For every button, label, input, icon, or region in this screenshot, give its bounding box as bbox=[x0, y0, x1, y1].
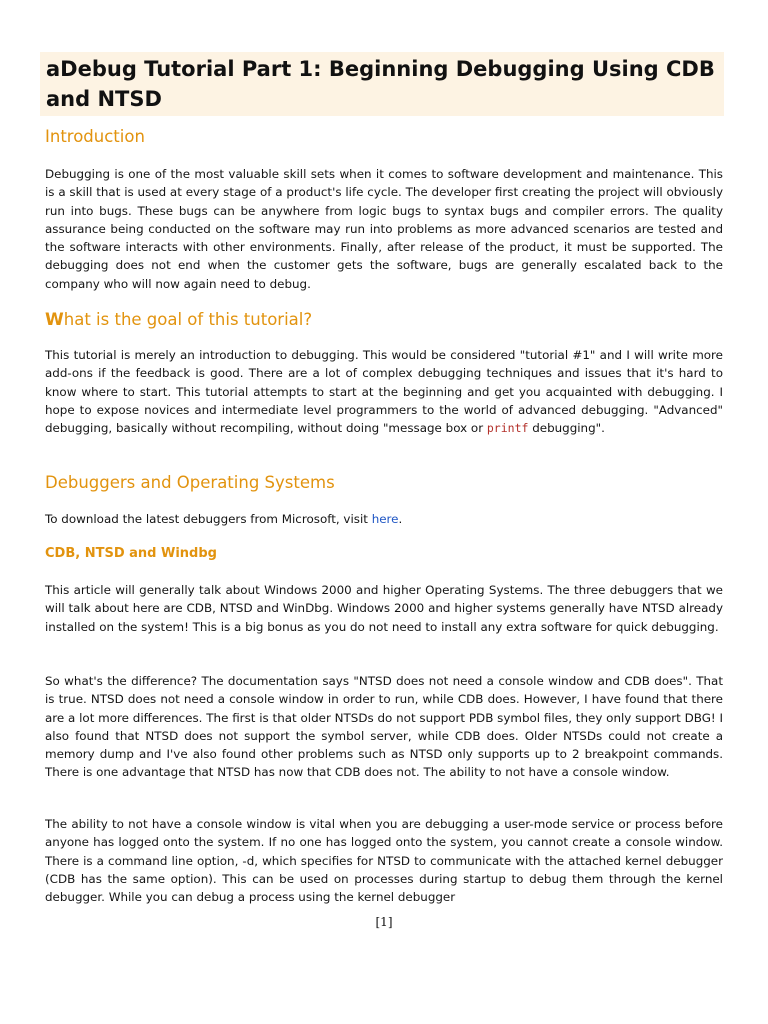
download-here-link[interactable]: here bbox=[371, 512, 399, 526]
paragraph-debuggers-text: To download the latest debuggers from Microsoft, visit bbox=[45, 512, 372, 526]
heading-cdb-ntsd-windbg: CDB, NTSD and Windbg bbox=[45, 546, 217, 561]
page-title: aDebug Tutorial Part 1: Beginning Debugging Using CDB and NTSD bbox=[46, 57, 715, 111]
paragraph-debuggers-suffix: . bbox=[398, 512, 403, 526]
paragraph-debuggers bbox=[45, 510, 723, 528]
inline-code-printf: printf bbox=[486, 421, 529, 436]
heading-goal-initial: W bbox=[45, 310, 64, 330]
heading-goal-rest: hat is the goal of this tutorial? bbox=[63, 310, 313, 329]
paragraph-introduction: Debugging is one of the most valuable skill sets when it comes to software development and maintenance. This is a skill that is used at every stage of a product's life cycle. The developer first creating the project will obviously run into bugs. These bugs can be anywhere from logic bugs to syntax bugs and compiler errors. The quality assurance being conducted on the software may run into problems as more advanced scenarios are tested and the software interacts with other environments. Finally, after release of the product, it must be supported. The debugging does not end when the customer gets the software, bugs are generally escalated back to the company who will now again need to debug. bbox=[45, 167, 723, 291]
heading-debuggers: Debuggers and Operating Systems bbox=[45, 473, 335, 492]
heading-introduction: Introduction bbox=[45, 127, 145, 146]
paragraph-cdb-2: So what's the difference? The documentation says "NTSD does not need a console window and CDB does". That is true. NTSD does not need a console window in order to run, while CDB does. However, I have found that there are a lot more differences. The first is that older NTSDs do not support PDB symbol files, they only support DBG! I also found that NTSD does not support the symbol server, while CDB does. Older NTSDs could not create a memory dump and I've also found other problems such as NTSD only supports up to 2 breakpoint commands. There is one advantage that NTSD has now that CDB does not. The ability to not have a console window. bbox=[45, 674, 723, 780]
paragraph-cdb-1: This article will generally talk about Windows 2000 and higher Operating Systems. The three debuggers that we will talk about here are CDB, NTSD and WinDbg. Windows 2000 and higher systems generally have NTSD already installed on the system! This is a big bonus as you do not need to install any extra software for quick debugging. bbox=[45, 583, 723, 634]
paragraph-goal-text: This tutorial is merely an introduction to debugging. This would be considered "tutorial #1" and I will write more add-ons if the feedback is good. There are a lot of complex debugging techniques and issues that it's hard to know where to start. This tutorial attempts to start at the beginning and get you acquainted with debugging. I hope to expose novices and intermediate level programmers to the world of advanced debugging. "Advanced" debugging, basically without recompiling, without doing "message box or bbox=[45, 348, 723, 436]
heading-goal bbox=[45, 309, 312, 331]
page-number: [1] bbox=[375, 915, 393, 929]
paragraph-goal-text-end: debugging". bbox=[528, 421, 605, 436]
paragraph-goal bbox=[45, 346, 723, 437]
paragraph-cdb-3: The ability to not have a console window is vital when you are debugging a user-mode service or process before anyone has logged onto the system. If no one has logged onto the system, you cannot create a console window. There is a command line option, -d, which specifies for NTSD to communicate with the attached kernel debugger (CDB has the same option). This can be used on processes during startup to debug them through the kernel debugger. While you can debug a process using the kernel debugger bbox=[45, 817, 723, 905]
